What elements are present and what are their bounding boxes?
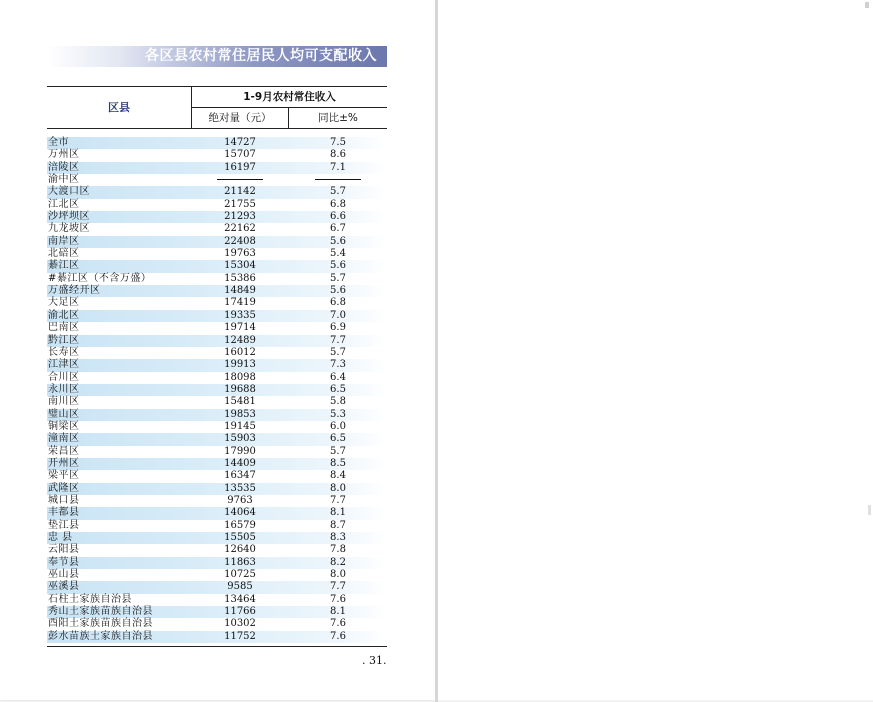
row-absolute-value: 15386 [224,272,256,284]
table-row [47,322,387,334]
row-absolute-value: 19913 [224,359,256,371]
row-yoy-value: 7.6 [330,630,346,642]
table-row [47,248,387,260]
row-region-name: 永川区 [48,383,80,395]
table-row [47,372,387,384]
row-absolute-value: 22408 [224,235,256,247]
table-row [47,223,387,235]
page-number: . 31. [362,654,387,667]
table-row [47,433,387,445]
row-yoy-value: 5.7 [330,346,346,358]
table-row [47,631,387,643]
table-row [47,310,387,322]
table-row [47,335,387,347]
row-yoy-dash [289,174,387,186]
row-yoy-value: 7.8 [330,544,346,556]
row-region-name: 江北区 [48,198,80,210]
table-row [47,458,387,470]
table-row [47,384,387,396]
row-absolute-value: 15481 [224,396,256,408]
corner-mark [865,2,869,8]
table-row [47,581,387,593]
row-yoy-value: 8.0 [330,569,346,581]
table-row [47,507,387,519]
row-absolute-value: 12489 [224,334,256,346]
column-header-region: 区县 [108,101,130,114]
table-row [47,174,387,186]
row-region-name: 荣昌区 [48,445,80,457]
row-yoy-value: 5.6 [330,285,346,297]
row-yoy-value: 8.5 [330,457,346,469]
row-absolute-value: 11752 [224,630,256,642]
row-region-name: 大渡口区 [48,186,90,198]
row-absolute-value: 19853 [224,408,256,420]
row-region-name: 全市 [48,137,69,148]
row-yoy-value: 7.7 [330,334,346,346]
row-yoy-value: 8.1 [330,507,346,519]
row-region-name: 九龙坡区 [48,223,90,235]
row-yoy-value: 8.1 [330,606,346,618]
row-region-name: 綦江区 [48,260,80,272]
table-row [47,594,387,606]
row-absolute-value: 19714 [224,322,256,334]
row-region-name: 万盛经开区 [48,285,101,297]
row-region-name: 渝北区 [48,309,80,321]
row-yoy-value: 6.8 [330,297,346,309]
row-region-name: 秀山土家族苗族自治县 [48,606,153,618]
row-region-name: 垫江县 [48,519,80,531]
row-absolute-value: 15903 [224,433,256,445]
row-yoy-value: 7.7 [330,581,346,593]
row-absolute-value: 21293 [224,211,256,223]
table-row [47,446,387,458]
row-absolute-value: 16347 [224,470,256,482]
row-region-name: 合川区 [48,371,80,383]
row-yoy-value: 6.4 [330,371,346,383]
row-yoy-value: 8.7 [330,519,346,531]
row-region-name: 璧山区 [48,408,80,420]
table-row [47,297,387,309]
row-region-name: 梁平区 [48,470,80,482]
row-absolute-value: 18098 [224,371,256,383]
row-region-name: 城口县 [48,494,80,506]
table-row [47,618,387,630]
row-region-name: 云阳县 [48,544,80,556]
row-region-name: 巫山县 [48,569,80,581]
table-row [47,273,387,285]
title-banner [47,46,387,67]
row-absolute-value: 17990 [224,445,256,457]
row-absolute-value: 21755 [224,198,256,210]
row-absolute-value: 15304 [224,260,256,272]
row-region-name: 潼南区 [48,433,80,445]
table-row [47,149,387,161]
row-region-name: 武隆区 [48,482,80,494]
row-absolute-value: 19335 [224,309,256,321]
table-row [47,606,387,618]
table-row [47,359,387,371]
row-region-name: 巫溪县 [48,581,80,593]
row-region-name: 南川区 [48,396,80,408]
row-region-name: 巴南区 [48,322,80,334]
row-yoy-value: 5.8 [330,396,346,408]
row-yoy-value: 6.9 [330,322,346,334]
row-region-name: 黔江区 [48,334,80,346]
table-row [47,470,387,482]
row-region-name: 南岸区 [48,235,80,247]
column-header-absolute: 绝对量（元） [208,112,272,124]
row-yoy-value: 8.6 [330,149,346,161]
row-absolute-value: 22162 [224,223,256,235]
table-row [47,211,387,223]
row-yoy-value: 8.3 [330,532,346,543]
table-row [47,199,387,211]
row-yoy-value: 6.6 [330,211,346,223]
row-absolute-value: 14727 [224,137,256,148]
row-yoy-value: 5.7 [330,272,346,284]
row-region-name: 北碚区 [48,248,80,260]
no-data-dash [217,179,263,180]
edge-mark [868,505,871,515]
table-row [47,483,387,495]
table-row [47,347,387,359]
row-absolute-value: 17419 [224,297,256,309]
row-region-name: 万州区 [48,149,80,161]
row-yoy-value: 8.0 [330,482,346,494]
row-absolute-value: 11766 [224,606,256,618]
row-yoy-value: 5.7 [330,186,346,198]
row-region-name: 丰都县 [48,507,80,519]
table-header-rule [47,128,387,129]
row-region-name: 涪陵区 [48,161,80,173]
row-region-name: 忠 县 [48,532,73,543]
row-absolute-value: 12640 [224,544,256,556]
table-row [47,532,387,544]
table-bottom-rule [47,646,387,647]
row-yoy-value: 6.8 [330,198,346,210]
table-row [47,285,387,297]
row-yoy-value: 7.0 [330,309,346,321]
row-region-name: #綦江区（不含万盛） [48,272,152,284]
row-region-name: 铜梁区 [48,420,80,432]
row-yoy-value: 7.1 [330,161,346,173]
table-row [47,544,387,556]
row-absolute-value: 13535 [224,482,256,494]
table-row [47,137,387,149]
row-yoy-value: 7.3 [330,359,346,371]
row-yoy-value: 6.0 [330,420,346,432]
row-absolute-value: 19688 [224,383,256,395]
row-yoy-value: 8.2 [330,556,346,568]
row-region-name: 奉节县 [48,556,80,568]
row-absolute-value: 14409 [224,457,256,469]
row-yoy-value: 6.5 [330,433,346,445]
table-row [47,162,387,174]
table-row [47,186,387,198]
row-absolute-value: 14849 [224,285,256,297]
row-absolute-value: 19763 [224,248,256,260]
column-group-header: 1-9月农村常住收入 [243,91,336,103]
row-absolute-value: 15505 [224,532,256,543]
table-row [47,236,387,248]
row-yoy-value: 7.5 [330,137,346,148]
row-absolute-value: 16579 [224,519,256,531]
table-row [47,495,387,507]
left-page [0,0,435,700]
row-yoy-value: 7.7 [330,494,346,506]
table-row [47,396,387,408]
row-absolute-value: 9763 [227,494,253,506]
row-yoy-value: 5.6 [330,235,346,247]
row-absolute-value: 13464 [224,593,256,605]
row-yoy-value: 5.6 [330,260,346,272]
row-absolute-value: 21142 [224,186,256,198]
no-data-dash [315,179,361,180]
row-region-name: 大足区 [48,297,80,309]
row-absolute-value: 15707 [224,149,256,161]
row-absolute-value: 9585 [227,581,253,593]
row-absolute-value: 19145 [224,420,256,432]
row-yoy-value: 5.4 [330,248,346,260]
table-row [47,409,387,421]
row-yoy-value: 5.7 [330,445,346,457]
table-row [47,520,387,532]
row-yoy-value: 6.7 [330,223,346,235]
table-row [47,421,387,433]
row-region-name: 开州区 [48,457,80,469]
row-absolute-value: 16197 [224,161,256,173]
row-absolute-dash [192,174,288,186]
row-absolute-value: 10302 [224,618,256,630]
table-row [47,260,387,272]
row-yoy-value: 8.4 [330,470,346,482]
page-title: 各区县农村常住居民人均可支配收入 [145,48,377,64]
right-page [438,0,873,700]
table-row [47,569,387,581]
table-body [47,137,387,643]
column-header-yoy: 同比±% [318,112,358,124]
table-row [47,557,387,569]
row-absolute-value: 16012 [224,346,256,358]
row-region-name: 石柱土家族自治县 [48,593,132,605]
row-region-name: 渝中区 [48,174,80,186]
row-absolute-value: 10725 [224,569,256,581]
row-yoy-value: 7.6 [330,618,346,630]
row-region-name: 沙坪坝区 [48,211,90,223]
row-region-name: 长寿区 [48,346,80,358]
row-region-name: 酉阳土家族苗族自治县 [48,618,153,630]
row-yoy-value: 7.6 [330,593,346,605]
row-region-name: 彭水苗族土家族自治县 [48,630,153,642]
row-yoy-value: 6.5 [330,383,346,395]
row-region-name: 江津区 [48,359,80,371]
row-yoy-value: 5.3 [330,408,346,420]
row-absolute-value: 11863 [224,556,256,568]
row-absolute-value: 14064 [224,507,256,519]
